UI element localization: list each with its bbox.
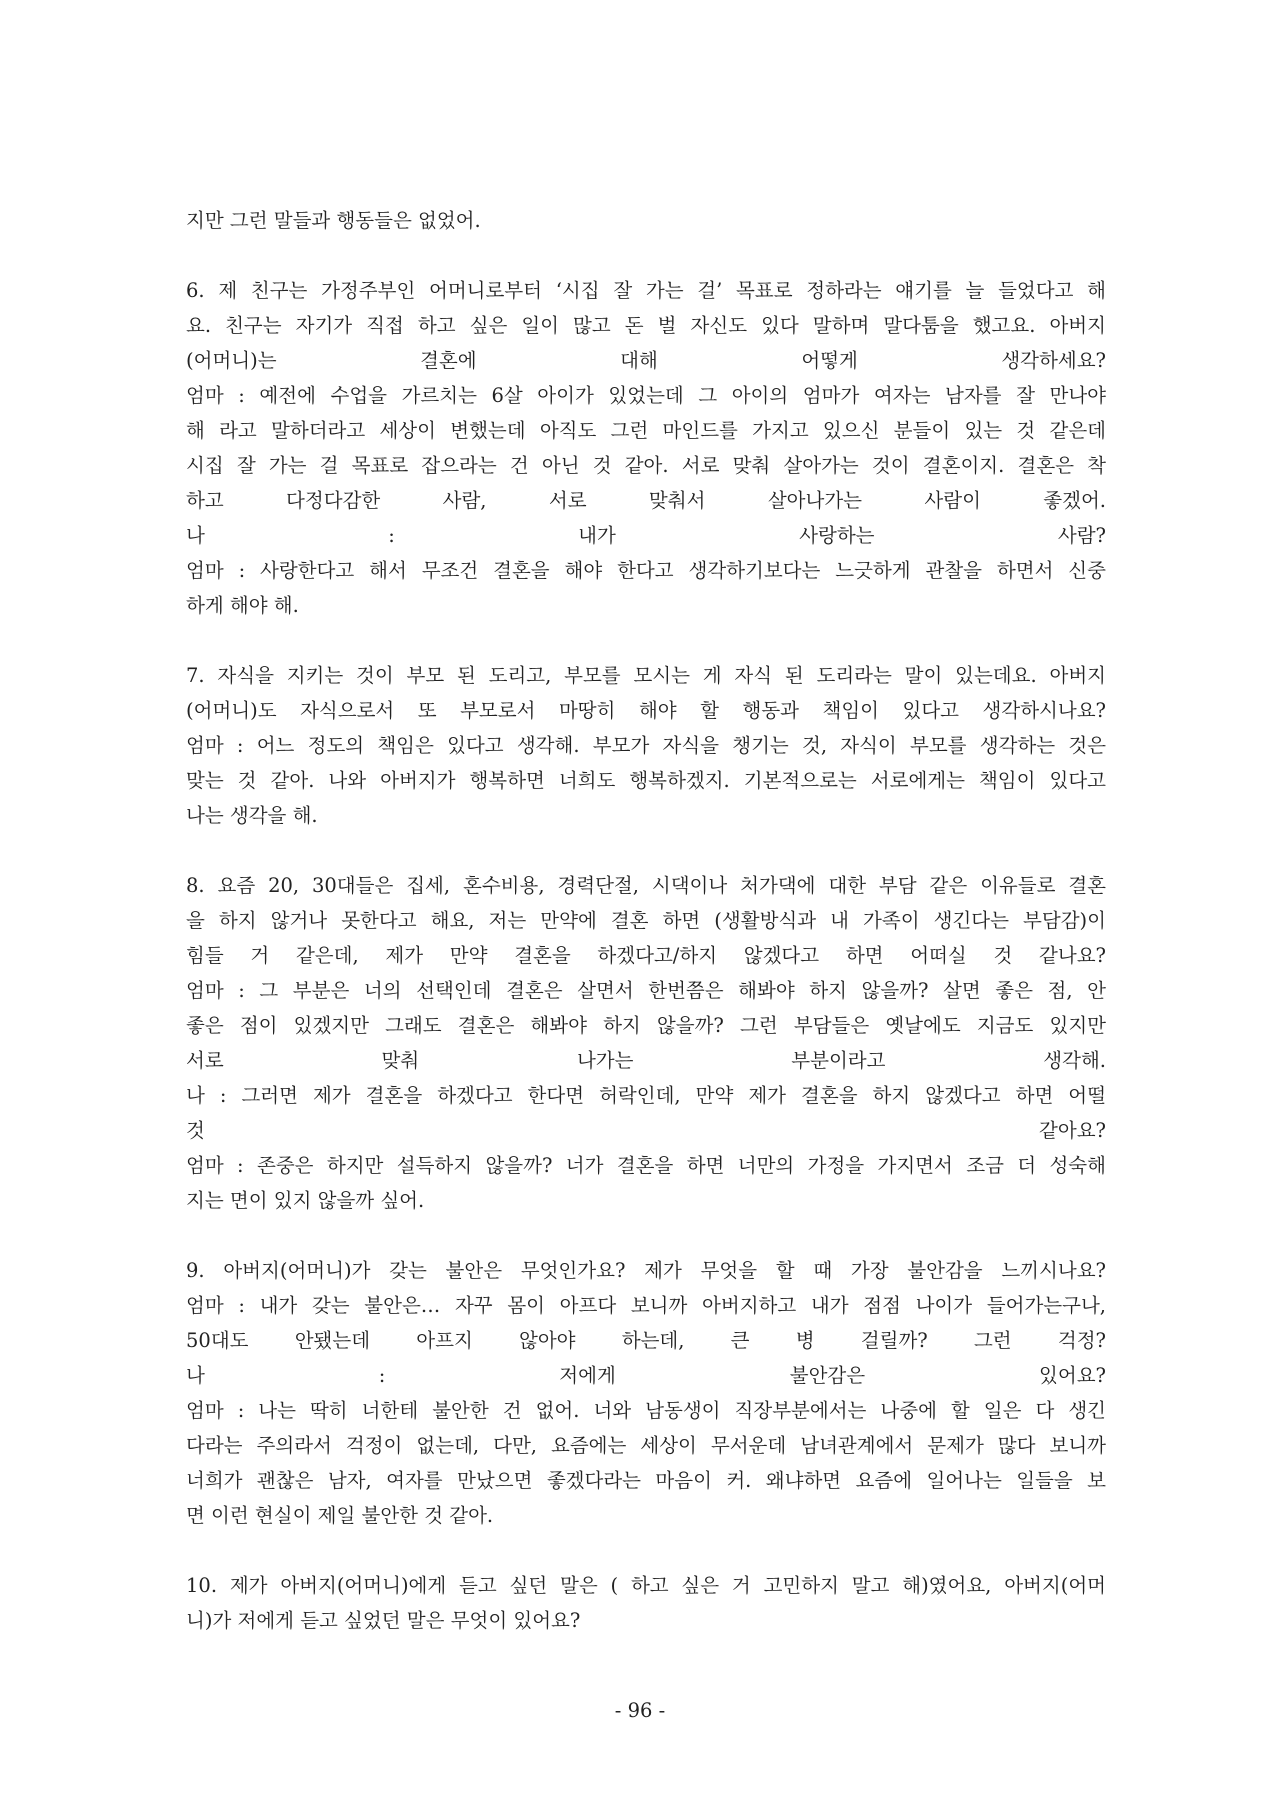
text-line: 지는 면이 있지 않을까 싶어. bbox=[186, 1189, 425, 1212]
text-line: 나 : 저에게 불안감은 있어요? bbox=[186, 1364, 1106, 1387]
text-line: 나 : 그러면 제가 결혼을 하겠다고 한다면 허락인데, 만약 제가 결혼을 하지 않겠다고 하면 어떨 bbox=[186, 1084, 1106, 1107]
text-line: 엄마 : 사랑한다고 해서 무조건 결혼을 해야 한다고 생각하기보다는 느긋하게 관찰을 하면서 신중 bbox=[186, 559, 1106, 582]
paragraph bbox=[186, 1568, 1106, 1638]
paragraph bbox=[186, 273, 1106, 623]
text-line: 좋은 점이 있겠지만 그래도 결혼은 해봐야 하지 않을까? 그런 부담들은 옛날에도 지금도 있지만 bbox=[186, 1014, 1106, 1037]
text-line: 면 이런 현실이 제일 불안한 것 같아. bbox=[186, 1504, 494, 1527]
text-line: 8. 요즘 20, 30대들은 집세, 혼수비용, 경력단절, 시댁이나 처가댁에 대한 부담 같은 이유들로 결혼 bbox=[186, 874, 1106, 897]
text-line: 힘들 거 같은데, 제가 만약 결혼을 하겠다고/하지 않겠다고 하면 어떠실 것 같나요? bbox=[186, 944, 1106, 967]
text-line: 엄마 : 그 부분은 너의 선택인데 결혼은 살면서 한번쯤은 해봐야 하지 않을까? 살면 좋은 점, 안 bbox=[186, 979, 1106, 1002]
text-line: 9. 아버지(어머니)가 갖는 불안은 무엇인가요? 제가 무엇을 할 때 가장 불안감을 느끼시나요? bbox=[186, 1259, 1106, 1282]
paragraph bbox=[186, 1253, 1106, 1533]
text-line: 엄마 : 나는 딱히 너한테 불안한 건 없어. 너와 남동생이 직장부분에서는 나중에 할 일은 다 생긴 bbox=[186, 1399, 1106, 1422]
text-line: 하고 다정다감한 사람, 서로 맞춰서 살아나가는 사람이 좋겠어. bbox=[186, 489, 1106, 512]
text-line: 나는 생각을 해. bbox=[186, 804, 318, 827]
document-body bbox=[186, 203, 1106, 1673]
text-line: 50대도 안됐는데 아프지 않아야 하는데, 큰 병 걸릴까? 그런 걱정? bbox=[186, 1329, 1106, 1352]
text-line: 나 : 내가 사랑하는 사람? bbox=[186, 524, 1106, 547]
page-number: - 96 - bbox=[614, 1699, 666, 1722]
text-line: 다라는 주의라서 걱정이 없는데, 다만, 요즘에는 세상이 무서운데 남녀관계에서 문제가 많다 보니까 bbox=[186, 1434, 1106, 1457]
paragraph bbox=[186, 203, 1106, 238]
text-line: 엄마 : 내가 갖는 불안은… 자꾸 몸이 아프다 보니까 아버지하고 내가 점점 나이가 들어가는구나, bbox=[186, 1294, 1106, 1317]
text-line: 니)가 저에게 듣고 싶었던 말은 무엇이 있어요? bbox=[186, 1609, 581, 1632]
text-line: 10. 제가 아버지(어머니)에게 듣고 싶던 말은 ( 하고 싶은 거 고민하지 말고 해)였어요, 아버지(어머 bbox=[186, 1574, 1106, 1597]
text-line: (어머니)는 결혼에 대해 어떻게 생각하세요? bbox=[186, 349, 1106, 372]
text-line: 해 라고 말하더라고 세상이 변했는데 아직도 그런 마인드를 가지고 있으신 분들이 있는 것 같은데 bbox=[186, 419, 1106, 442]
text-line: 하게 해야 해. bbox=[186, 594, 299, 617]
text-line: 것 같아요? bbox=[186, 1119, 1106, 1142]
paragraph bbox=[186, 658, 1106, 833]
text-line: (어머니)도 자식으로서 또 부모로서 마땅히 해야 할 행동과 책임이 있다고 생각하시나요? bbox=[186, 699, 1106, 722]
text-line: 지만 그런 말들과 행동들은 없었어. bbox=[186, 209, 481, 232]
paragraph bbox=[186, 868, 1106, 1218]
text-line: 을 하지 않거나 못한다고 해요, 저는 만약에 결혼 하면 (생활방식과 내 가족이 생긴다는 부담감)이 bbox=[186, 909, 1106, 932]
text-line: 맞는 것 같아. 나와 아버지가 행복하면 너희도 행복하겠지. 기본적으로는 서로에게는 책임이 있다고 bbox=[186, 769, 1106, 792]
text-line: 너희가 괜찮은 남자, 여자를 만났으면 좋겠다라는 마음이 커. 왜냐하면 요즘에 일어나는 일들을 보 bbox=[186, 1469, 1106, 1492]
text-line: 7. 자식을 지키는 것이 부모 된 도리고, 부모를 모시는 게 자식 된 도리라는 말이 있는데요. 아버지 bbox=[186, 664, 1106, 687]
text-line: 시집 잘 가는 걸 목표로 잡으라는 건 아닌 것 같아. 서로 맞춰 살아가는 것이 결혼이지. 결혼은 착 bbox=[186, 454, 1106, 477]
text-line: 6. 제 친구는 가정주부인 어머니로부터 ‘시집 잘 가는 걸’ 목표로 정하라는 얘기를 늘 들었다고 해 bbox=[186, 279, 1106, 302]
text-line: 서로 맞춰 나가는 부분이라고 생각해. bbox=[186, 1049, 1106, 1072]
text-line: 요. 친구는 자기가 직접 하고 싶은 일이 많고 돈 벌 자신도 있다 말하며 말다툼을 했고요. 아버지 bbox=[186, 314, 1106, 337]
text-line: 엄마 : 예전에 수업을 가르치는 6살 아이가 있었는데 그 아이의 엄마가 여자는 남자를 잘 만나야 bbox=[186, 384, 1106, 407]
text-line: 엄마 : 어느 정도의 책임은 있다고 생각해. 부모가 자식을 챙기는 것, 자식이 부모를 생각하는 것은 bbox=[186, 734, 1106, 757]
text-line: 엄마 : 존중은 하지만 설득하지 않을까? 너가 결혼을 하면 너만의 가정을 가지면서 조금 더 성숙해 bbox=[186, 1154, 1106, 1177]
